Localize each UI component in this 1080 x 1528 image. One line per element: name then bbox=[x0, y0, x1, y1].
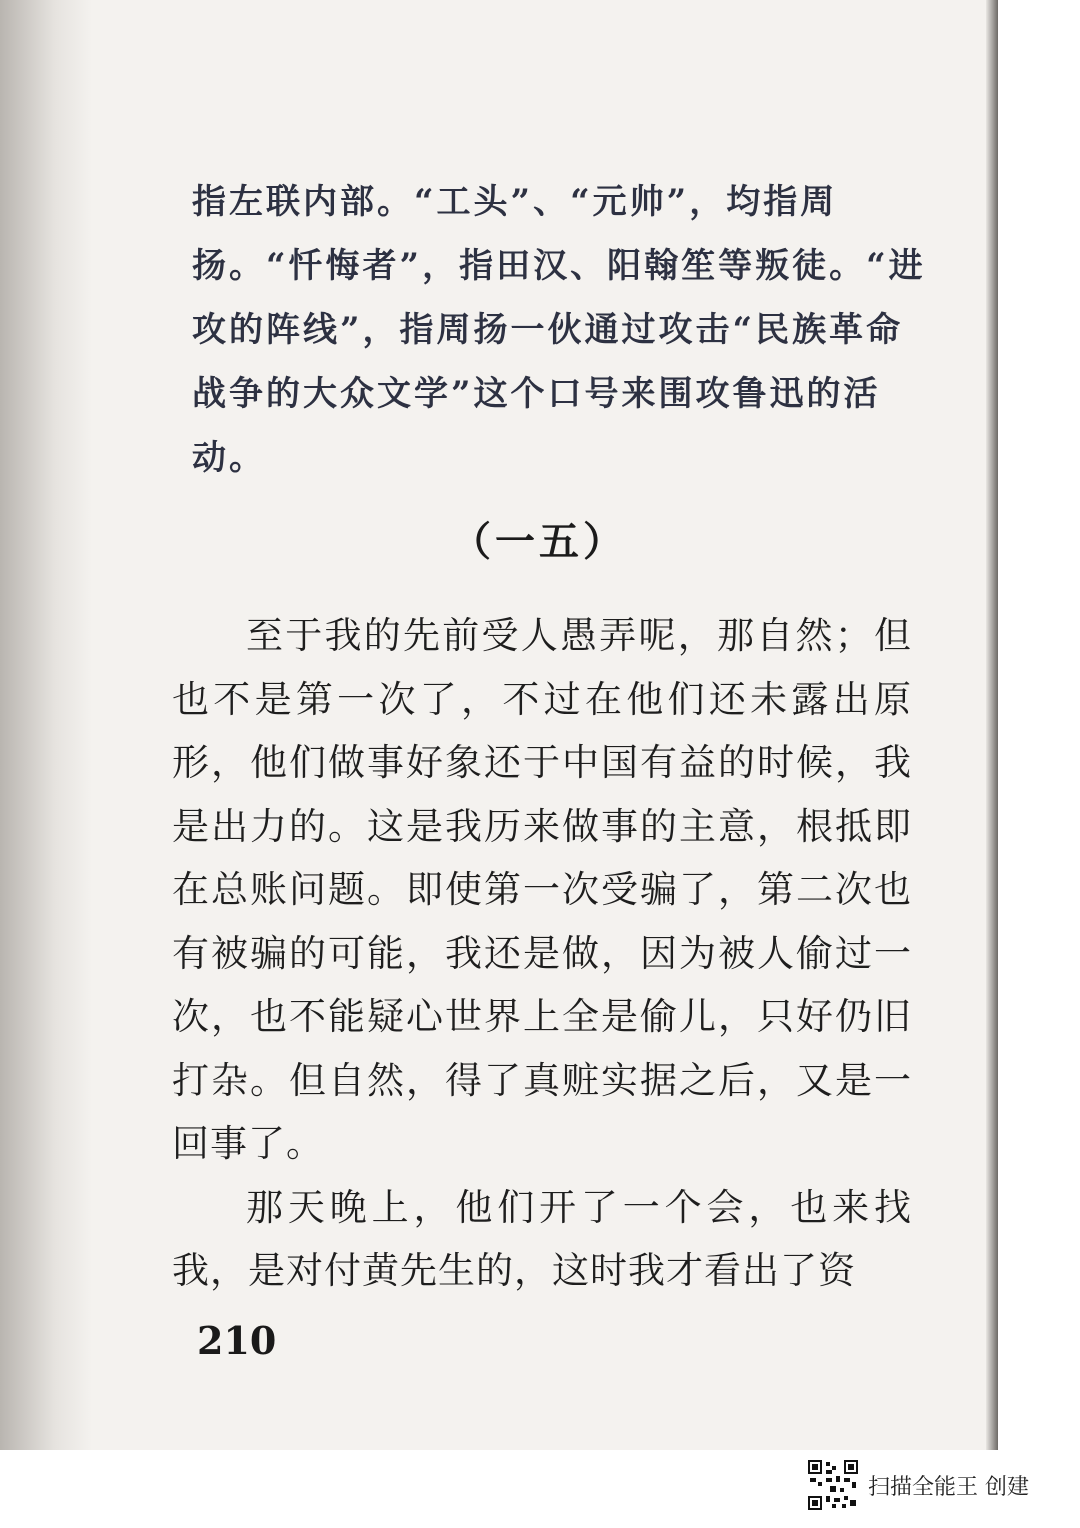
book-page bbox=[92, 0, 986, 1450]
qr-code-icon bbox=[808, 1460, 858, 1510]
annotation-note bbox=[192, 170, 932, 490]
watermark-text: 扫描全能王 创建 bbox=[868, 1474, 1029, 1500]
scanner-watermark bbox=[808, 1458, 1029, 1512]
body-paragraph-1: 至于我的先前受人愚弄呢，那自然；但也不是第一次了，不过在他们还未露出原形，他们做事好象还于中国有益的时候，我是出力的。这是我历来做事的主意，根抵即在总账问题。即使第一次受骗了，第二次也有被骗的可能，我还是做，因为被人偷过一次，也不能疑心世界上全是偷儿，只好仍旧打杂。但自然，得了真赃实据之后，又是一回事了。 bbox=[172, 614, 912, 1165]
page-number: 210 bbox=[197, 1318, 277, 1363]
scan-left-edge bbox=[0, 0, 92, 1450]
section-heading: （一五） bbox=[451, 519, 627, 565]
annotation-paragraph: 指左联内部。“工头”、“元帅”，均指周扬。“忏悔者”，指田汉、阳翰笙等叛徒。“进攻的阵线”，指周扬一伙通过攻击“民族革命战争的大众文学”这个口号来围攻鲁迅的活动。 bbox=[192, 182, 926, 478]
body-paragraph-2: 那天晚上，他们开了一个会，也来找我，是对付黄先生的，这时我才看出了资 bbox=[172, 1185, 912, 1292]
scan-right-edge bbox=[986, 0, 998, 1450]
body-text bbox=[172, 604, 912, 1303]
